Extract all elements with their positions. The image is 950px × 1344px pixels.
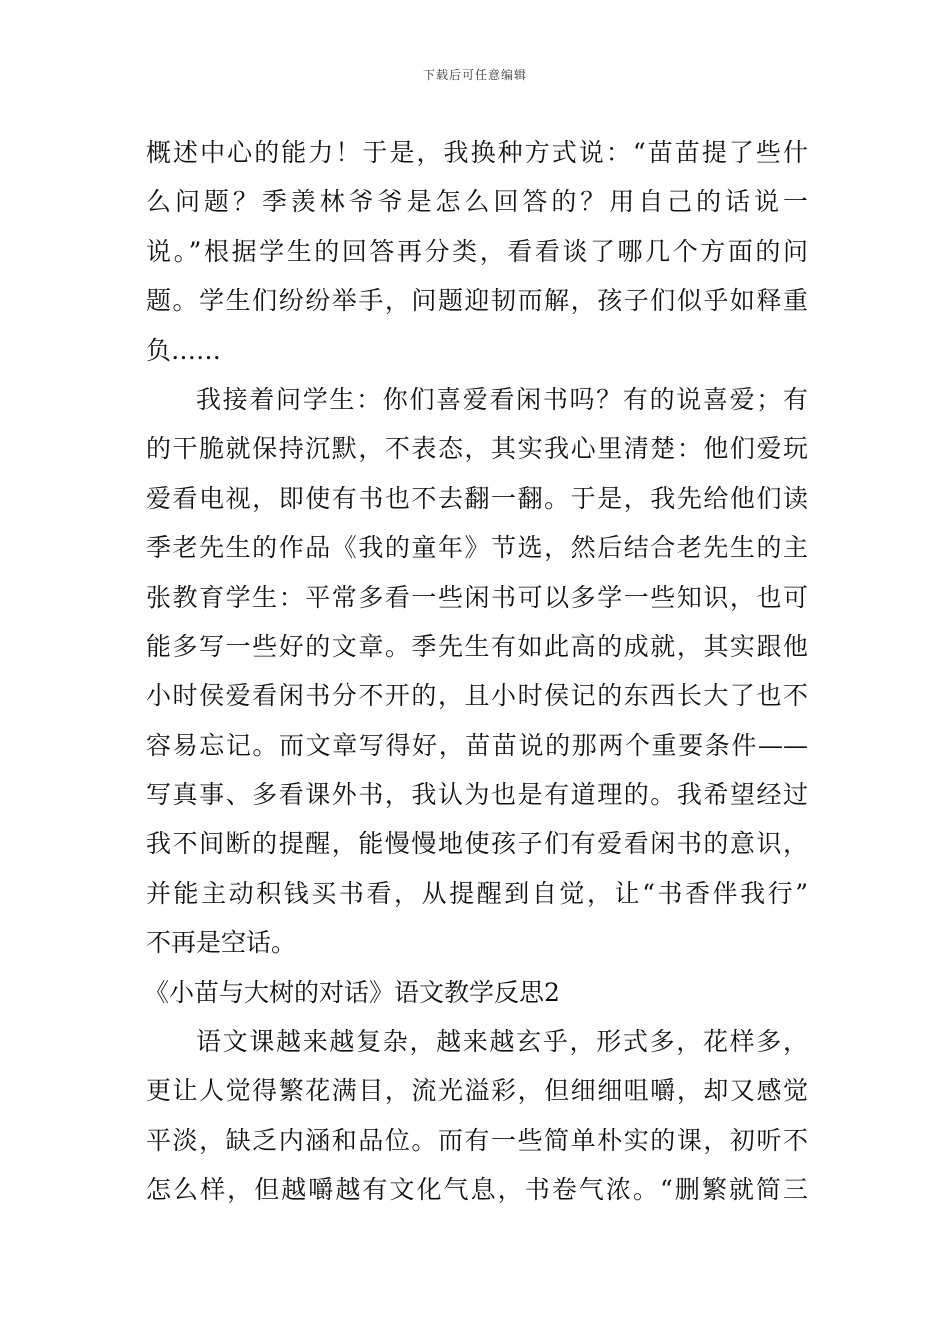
text-line: 小时侯爱看闲书分不开的，且小时侯记的东西长大了也不 [146,681,808,711]
text-line: 怎么样，但越嚼越有文化气息，书卷气浓。“删繁就简三 [146,1175,808,1205]
text-line: 容易忘记。而文章写得好，苗苗说的那两个重要条件—— [146,730,808,760]
text-line: 季老先生的作品《我的童年》节选，然后结合老先生的主 [146,533,808,563]
text-line: 平淡，缺乏内涵和品位。而有一些简单朴实的课，初听不 [146,1125,808,1155]
text-line: 更让人觉得繁花满目，流光溢彩，但细细咀嚼，却又感觉 [146,1076,808,1106]
text-line: 说。”根据学生的回答再分类，看看谈了哪几个方面的问 [146,236,808,266]
text-line: 能多写一些好的文章。季先生有如此高的成就，其实跟他 [146,631,808,661]
text-line: 我接着问学生：你们喜爱看闲书吗？有的说喜爱；有 [196,384,808,414]
section-title: 《小苗与大树的对话》语文教学反思2 [144,977,560,1007]
text-line: 我不间断的提醒，能慢慢地使孩子们有爱看闲书的意识， [146,829,808,859]
text-line: 语文课越来越复杂，越来越玄乎，形式多，花样多， [196,1027,808,1057]
text-line: 概述中心的能力！于是，我换种方式说：“苗苗提了些什 [146,138,808,167]
page-header-note: 下载后可任意编辑 [422,68,527,82]
document-body [146,128,808,1215]
text-line: 的干脆就保持沉默，不表态，其实我心里清楚：他们爱玩 [146,434,808,464]
text-line: 负…… [146,335,222,365]
text-line: 并能主动积钱买书看，从提醒到自觉，让“书香伴我行” [146,878,808,908]
text-line: 张教育学生：平常多看一些闲书可以多学一些知识，也可 [146,582,808,612]
text-line: 题。学生们纷纷举手，问题迎韧而解，孩子们似乎如释重 [146,286,808,316]
text-line: 么问题？季羡林爷爷是怎么回答的？用自己的话说一 [146,187,808,217]
text-line: 写真事、多看课外书，我认为也是有道理的。我希望经过 [146,780,808,810]
text-line: 不再是空话。 [146,928,297,958]
text-line: 爱看电视，即使有书也不去翻一翻。于是，我先给他们读 [146,483,808,513]
